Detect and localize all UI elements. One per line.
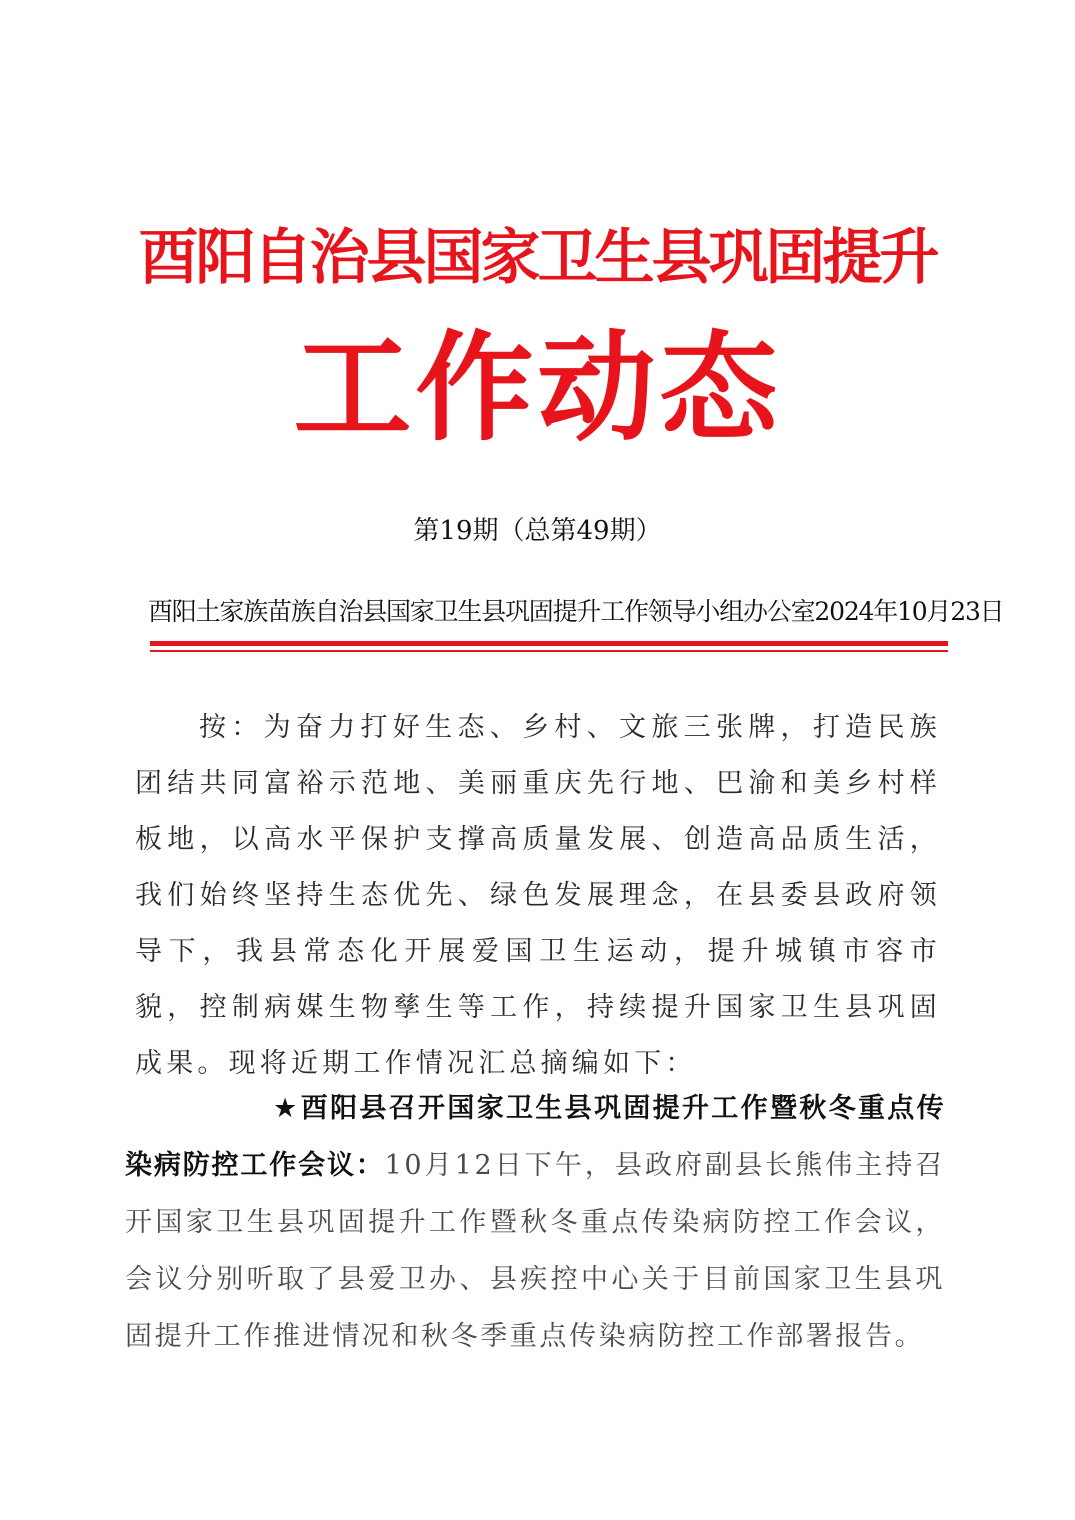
masthead-divider-thin	[150, 650, 948, 652]
news-item-1-paragraph	[125, 1080, 945, 1365]
news-item-1	[125, 1080, 945, 1365]
issue-number: 第19期（总第49期）	[413, 516, 662, 546]
news-item-1-heading: 酉阳县召开国家卫生县巩固提升工作暨秋冬重点传染病防控工作会议：	[125, 1093, 945, 1181]
intro-paragraph	[135, 700, 941, 1092]
news-item-1-body: 10月12日下午，县政府副县长熊伟主持召开国家卫生县巩固提升工作暨秋冬重点传染病防控工作会议，会议分别听取了县爱卫办、县疾控中心关于目前国家卫生县巩固提升工作推进情况和秋冬季重点传染病防控工作部署报告。	[125, 1150, 945, 1352]
masthead-divider-thick	[150, 641, 948, 646]
star-icon: ★	[273, 1093, 300, 1124]
issuer-and-date: 酉阳土家族苗族自治县国家卫生县巩固提升工作领导小组办公室2024年10月23日	[148, 597, 1004, 626]
masthead-title-line1: 酉阳自治县国家卫生县巩固提升	[138, 223, 937, 293]
intro-text: 按：为奋力打好生态、乡村、文旅三张牌，打造民族团结共同富裕示范地、美丽重庆先行地、巴渝和美乡村样板地，以高水平保护支撑高质量发展、创造高品质生活，我们始终坚持生态优先、绿色发展理念，在县委县政府领导下，我县常态化开展爱国卫生运动，提升城镇市容市貌，控制病媒生物孳生等工作，持续提升国家卫生县巩固成果。现将近期工作情况汇总摘编如下：	[135, 712, 941, 1079]
masthead-title-line2: 工作动态	[293, 318, 782, 457]
